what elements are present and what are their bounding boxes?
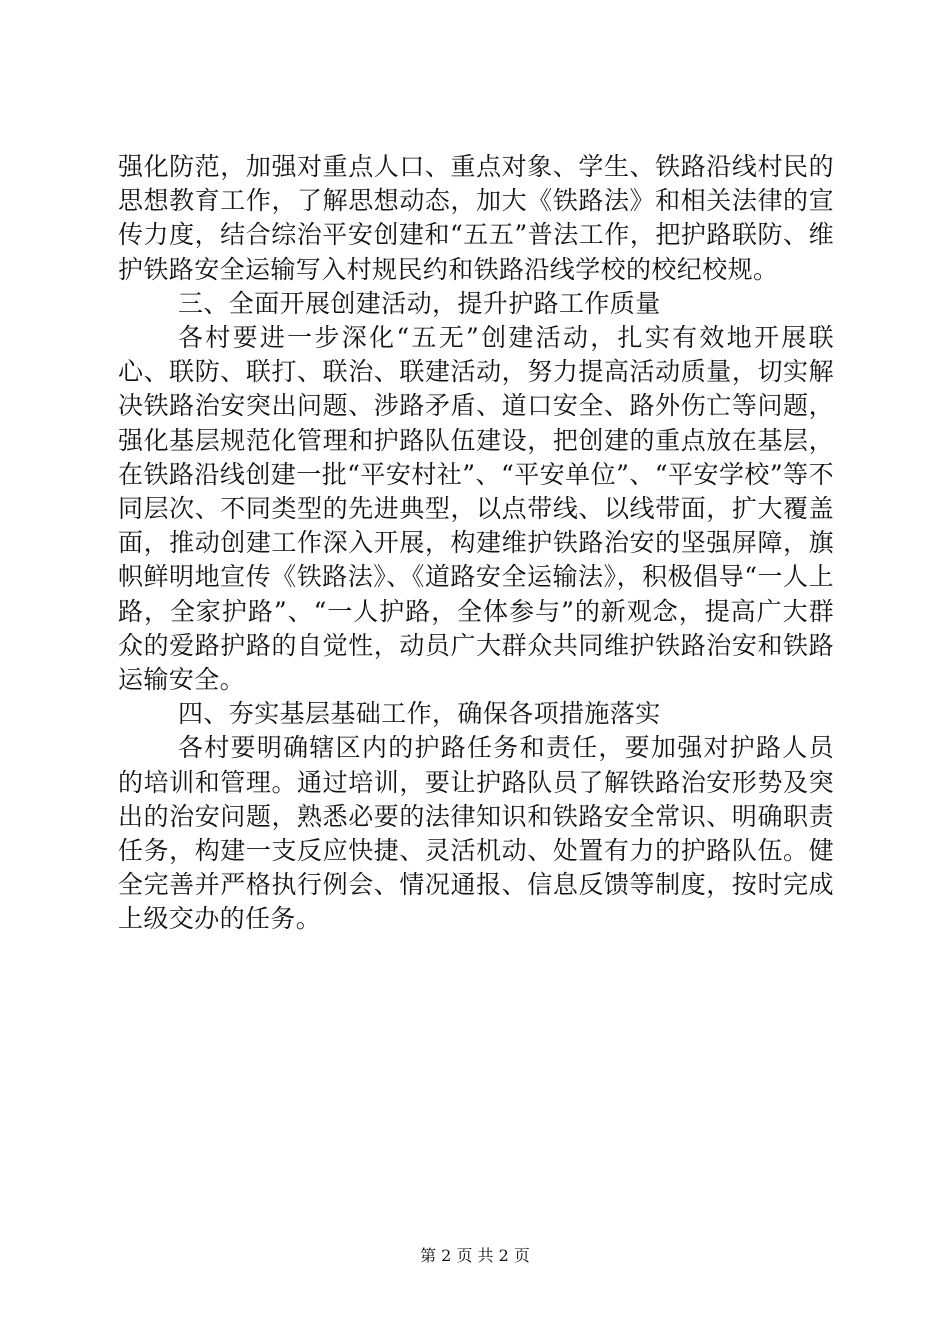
document-body: [118, 150, 834, 937]
section-heading-4: 四、夯实基层基础工作，确保各项措施落实: [178, 699, 661, 729]
paragraph-section-3: 各村要进一步深化“五无”创建活动，扎实有效地开展联心、联防、联打、联治、联建活动，努力提高活动质量，切实解决铁路治安突出问题、涉路矛盾、道口安全、路外伤亡等问题，强化基层规范化管理和护路队伍建设，把创建的重点放在基层，在铁路沿线创建一批“平安村社”、“平安单位”、“平安学校”等不同层次、不同类型的先进典型，以点带线、以线带面，扩大覆盖面，推动创建工作深入开展，构建维护铁路治安的坚强屏障，旗帜鲜明地宣传《铁路法》、《道路安全运输法》，积极倡导“一人上路，全家护路”、“一人护路，全体参与”的新观念，提高广大群众的爱路护路的自觉性，动员广大群众共同维护铁路治安和铁路运输安全。: [118, 323, 834, 695]
page-number-footer: 第 2 页 共 2 页: [420, 1246, 530, 1265]
paragraph-continuation: 强化防范，加强对重点人口、重点对象、学生、铁路沿线村民的思想教育工作，了解思想动态，加大《铁路法》和相关法律的宣传力度，结合综治平安创建和“五五”普法工作，把护路联防、维护铁路安全运输写入村规民约和铁路沿线学校的校纪校规。: [118, 152, 834, 284]
section-heading-3: 三、全面开展创建活动，提升护路工作质量: [178, 288, 661, 318]
paragraph-section-4: 各村要明确辖区内的护路任务和责任，要加强对护路人员的培训和管理。通过培训，要让护路队员了解铁路治安形势及突出的治安问题，熟悉必要的法律知识和铁路安全常识、明确职责任务，构建一支反应快捷、灵活机动、处置有力的护路队伍。健全完善并严格执行例会、情况通报、信息反馈等制度，按时完成上级交办的任务。: [118, 733, 834, 934]
